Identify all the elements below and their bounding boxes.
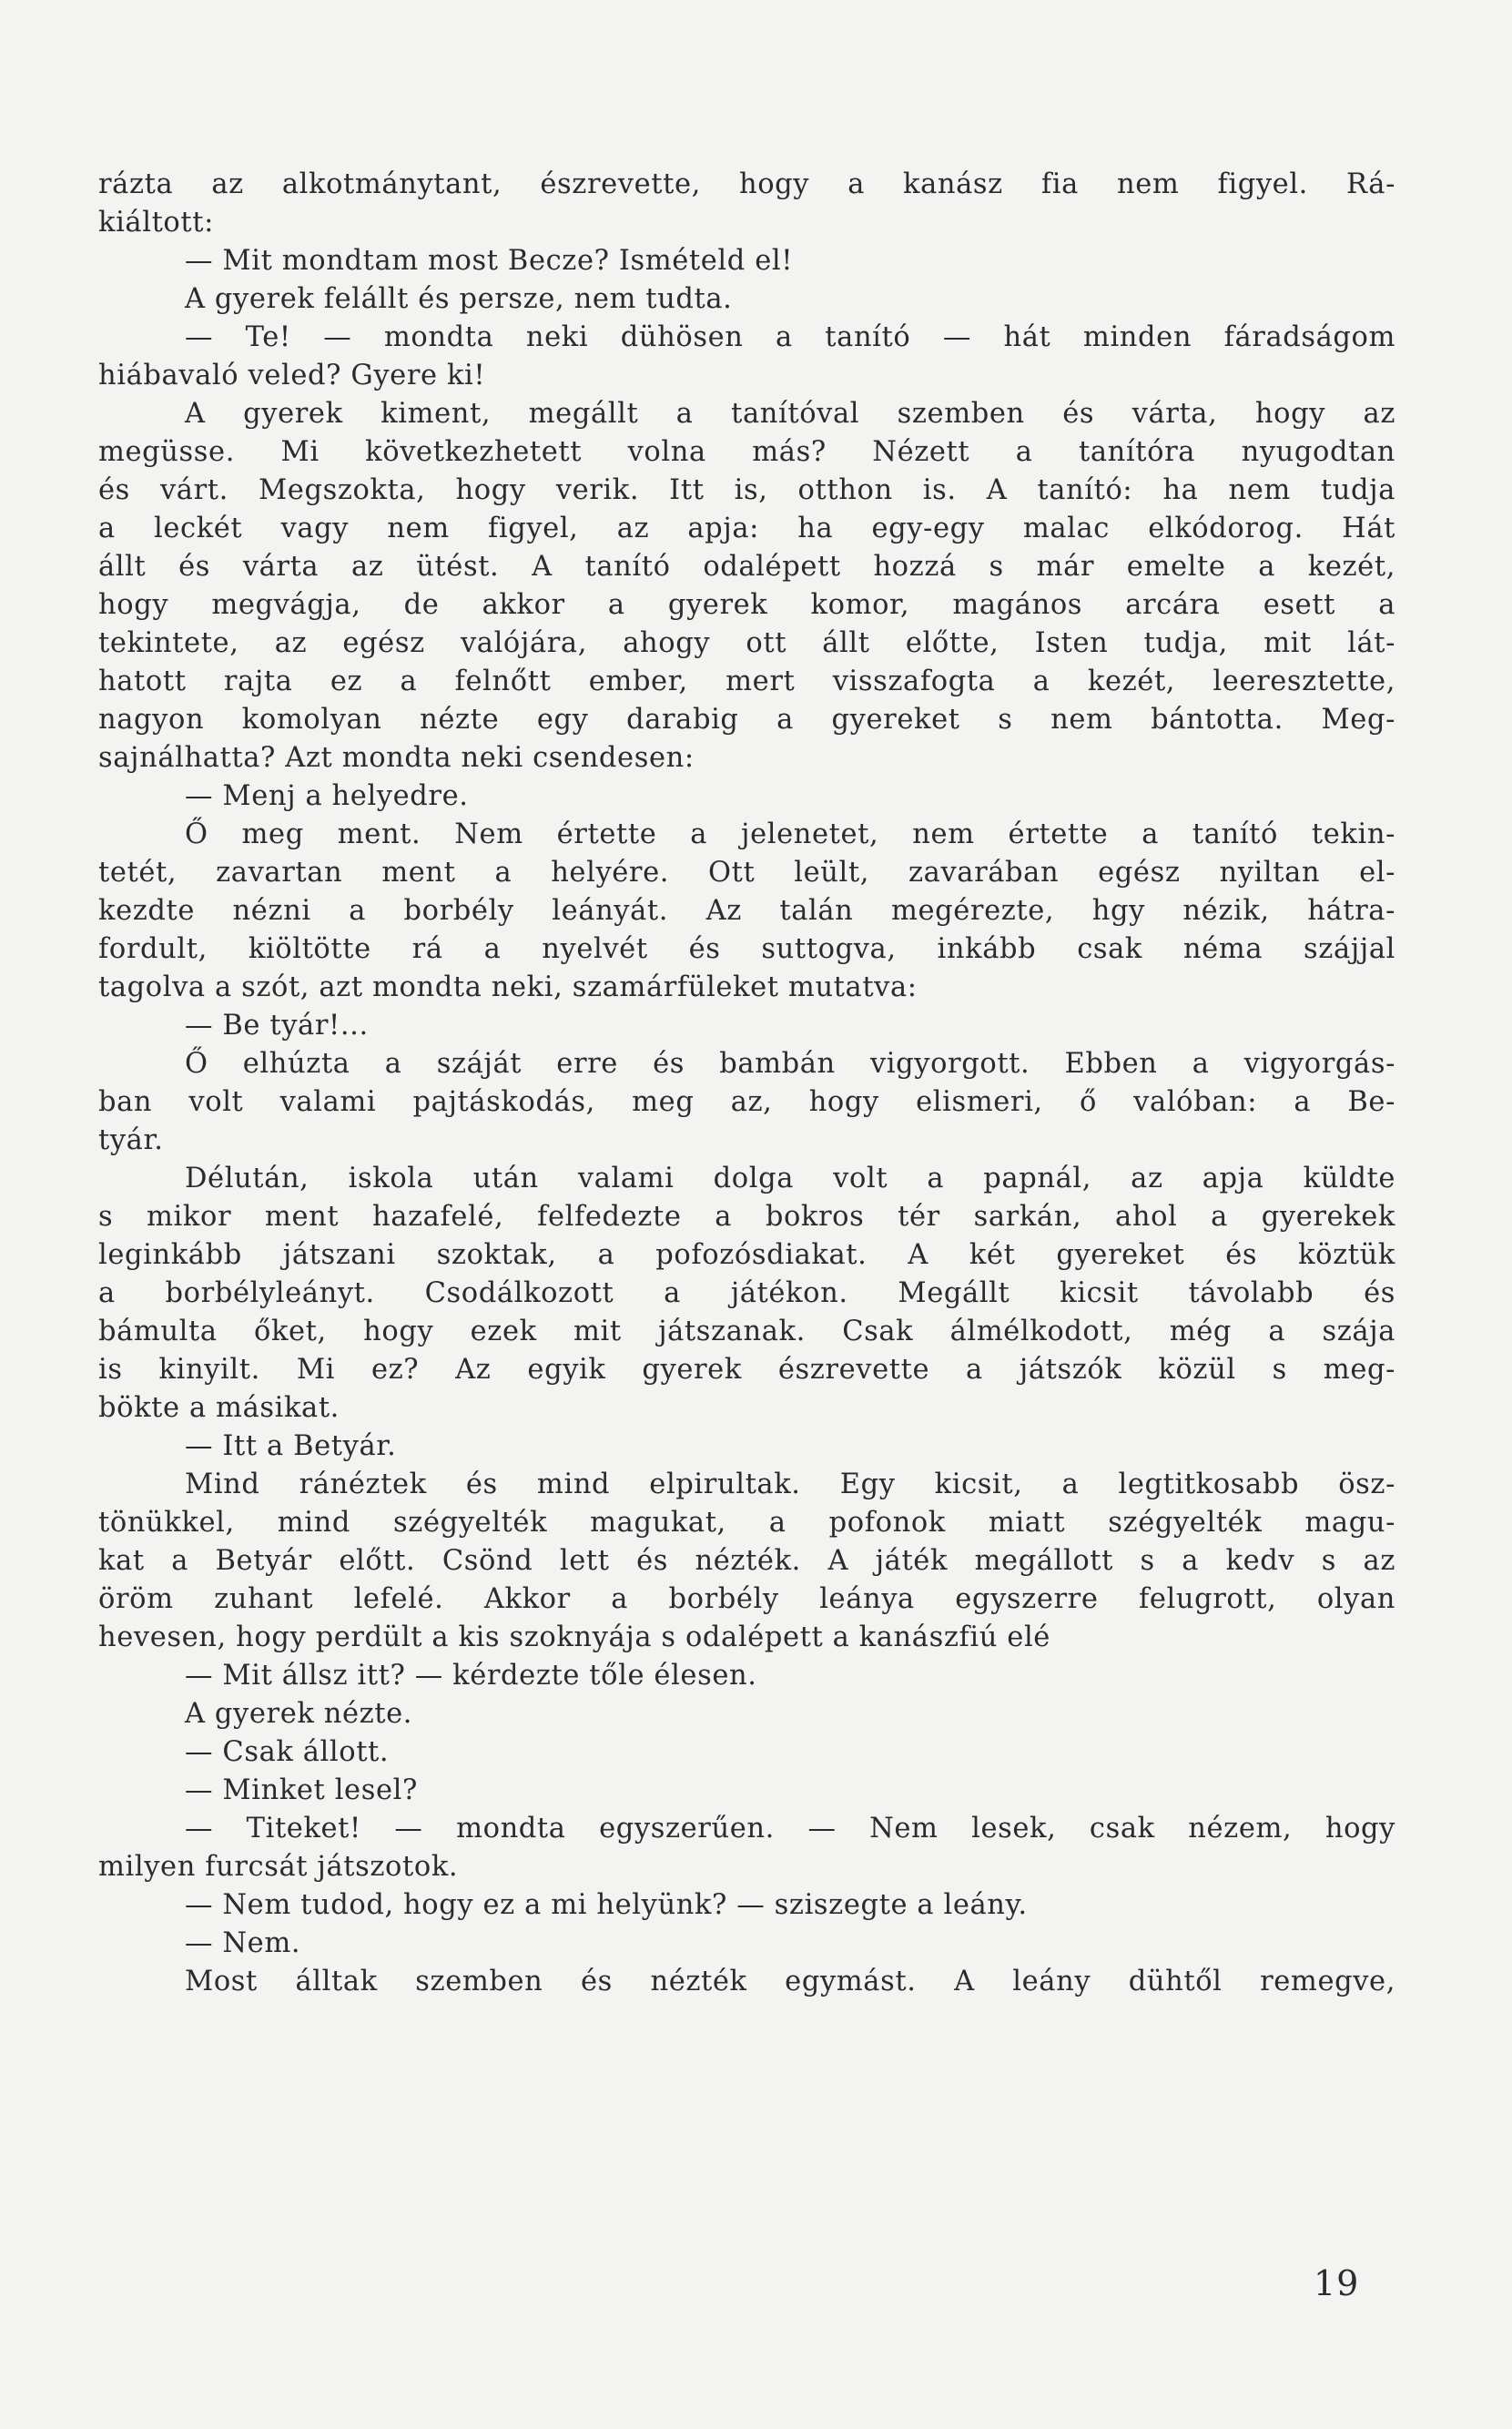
text-line: s mikor ment hazafelé, felfedezte a bokros tér sarkán, ahol a gyerekek <box>98 1201 1395 1233</box>
text-line: — Mit állsz itt? — kérdezte tőle élesen. <box>185 1660 757 1692</box>
text-line: hiábavaló veled? Gyere ki! <box>98 360 486 391</box>
text-line: hevesen, hogy perdült a kis szoknyája s odalépett a kanászfiú elé <box>98 1621 1050 1653</box>
text-line: hogy megvágja, de akkor a gyerek komor, magános arcára esett a <box>98 589 1395 621</box>
text-line: ban volt valami pajtáskodás, meg az, hogy elismeri, ő valóban: a Be- <box>98 1086 1395 1118</box>
text-line: — Be tyár!... <box>185 1010 369 1042</box>
text-line: fordult, kiöltötte rá a nyelvét és suttogva, inkább csak néma szájjal <box>98 933 1395 965</box>
text-line: A gyerek felállt és persze, nem tudta. <box>185 283 733 315</box>
text-line: Most álltak szemben és nézték egymást. A leány dühtől remegve, <box>185 1966 1395 1997</box>
text-line: tetét, zavartan ment a helyére. Ott leült, zavarában egész nyiltan el- <box>98 857 1395 889</box>
text-line: milyen furcsát játszotok. <box>98 1851 459 1883</box>
text-line: bökte a másikat. <box>98 1392 340 1424</box>
text-line: nagyon komolyan nézte egy darabig a gyereket s nem bántotta. Meg- <box>98 704 1395 736</box>
text-line: bámulta őket, hogy ezek mit játszanak. Csak álmélkodott, még a szája <box>98 1316 1395 1347</box>
text-line: kiáltott: <box>98 207 214 239</box>
text-line: is kinyilt. Mi ez? Az egyik gyerek észrevette a játszók közül s meg- <box>98 1354 1395 1386</box>
text-line: rázta az alkotmánytant, észrevette, hogy a kanász fia nem figyel. Rá- <box>98 168 1395 200</box>
text-line: Ő elhúzta a száját erre és bambán vigyorgott. Ebben a vigyorgás- <box>185 1048 1395 1080</box>
text-line: — Nem tudod, hogy ez a mi helyünk? — sziszegte a leány. <box>185 1889 1028 1921</box>
text-line: — Itt a Betyár. <box>185 1430 397 1462</box>
text-line: — Minket lesel? <box>185 1774 418 1806</box>
text-line: — Menj a helyedre. <box>185 780 469 812</box>
text-line: sajnálhatta? Azt mondta neki csendesen: <box>98 742 695 774</box>
text-line: a borbélyleányt. Csodálkozott a játékon. Megállt kicsit távolabb és <box>98 1277 1395 1309</box>
text-line: Délután, iskola után valami dolga volt a papnál, az apja küldte <box>185 1163 1395 1194</box>
text-line: a leckét vagy nem figyel, az apja: ha egy-egy malac elkódorog. Hát <box>98 513 1395 544</box>
text-line: hatott rajta ez a felnőtt ember, mert visszafogta a kezét, leeresztette, <box>98 666 1395 697</box>
text-line: — Nem. <box>185 1927 301 1959</box>
text-line: öröm zuhant lefelé. Akkor a borbély leánya egyszerre felugrott, olyan <box>98 1583 1395 1615</box>
text-line: tyár. <box>98 1124 164 1156</box>
text-line: leginkább játszani szoktak, a pofozósdiakat. A két gyereket és köztük <box>98 1239 1395 1271</box>
text-line: tagolva a szót, azt mondta neki, szamárfüleket mutatva: <box>98 971 918 1003</box>
text-line: és várt. Megszokta, hogy verik. Itt is, otthon is. A tanító: ha nem tudja <box>98 474 1395 506</box>
text-line: állt és várta az ütést. A tanító odalépett hozzá s már emelte a kezét, <box>98 551 1395 583</box>
text-line: — Te! — mondta neki dühösen a tanító — hát minden fáradságom <box>185 321 1395 353</box>
text-line: Mind ránéztek és mind elpirultak. Egy kicsit, a legtitkosabb ösz- <box>185 1469 1395 1500</box>
text-line: A gyerek kiment, megállt a tanítóval szemben és várta, hogy az <box>185 398 1395 430</box>
page-number: 19 <box>1314 2263 1360 2303</box>
text-line: — Mit mondtam most Becze? Ismételd el! <box>185 245 794 277</box>
text-line: Ő meg ment. Nem értette a jelenetet, nem értette a tanító tekin- <box>185 818 1395 850</box>
text-line: megüsse. Mi következhetett volna más? Nézett a tanítóra nyugodtan <box>98 436 1395 468</box>
text-line: tönükkel, mind szégyelték magukat, a pofonok miatt szégyelték magu- <box>98 1507 1395 1539</box>
text-line: kezdte nézni a borbély leányát. Az talán megérezte, hgy nézik, hátra- <box>98 895 1395 927</box>
text-line: tekintete, az egész valójára, ahogy ott állt előtte, Isten tudja, mit lát- <box>98 627 1395 659</box>
text-line: A gyerek nézte. <box>185 1698 413 1730</box>
text-line: — Titeket! — mondta egyszerűen. — Nem lesek, csak nézem, hogy <box>185 1813 1395 1845</box>
text-line: kat a Betyár előtt. Csönd lett és nézték. A játék megállott s a kedv s az <box>98 1545 1395 1577</box>
text-line: — Csak állott. <box>185 1736 390 1768</box>
